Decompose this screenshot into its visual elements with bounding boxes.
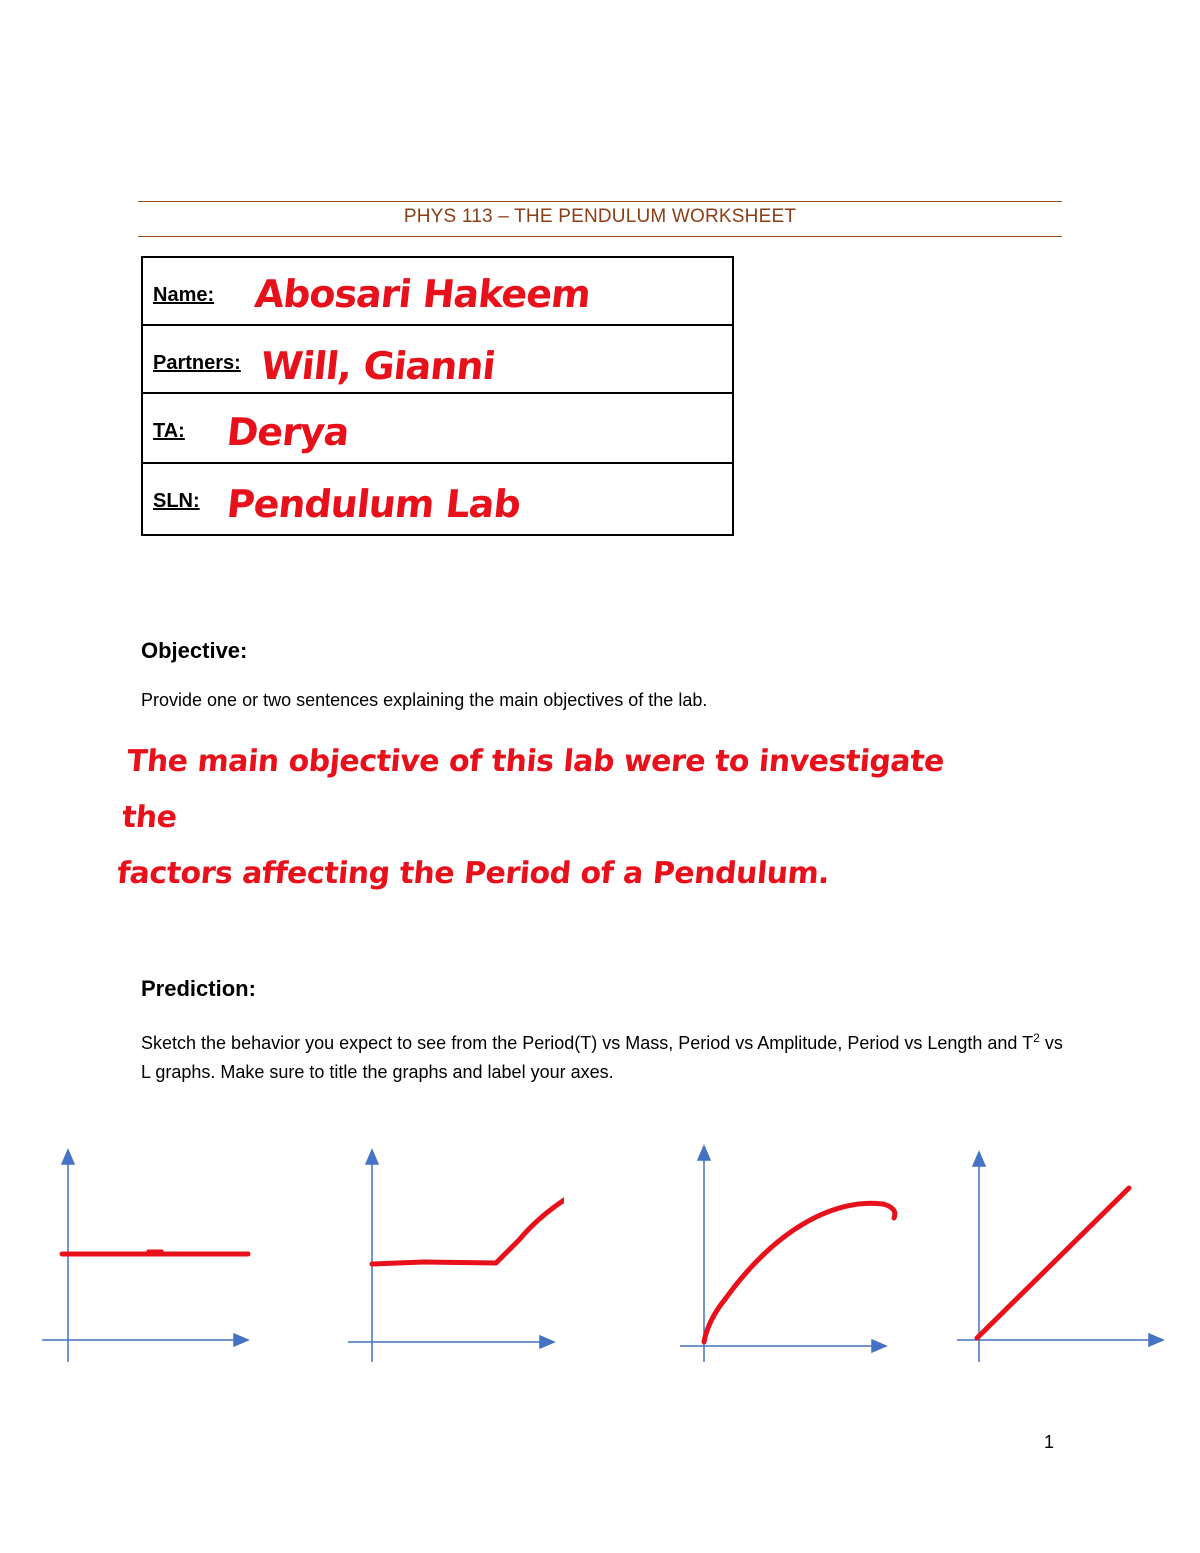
sketch-4-curve bbox=[977, 1188, 1129, 1338]
partners-label: Partners: bbox=[153, 352, 241, 374]
sketch-2-y-arrow-icon bbox=[366, 1150, 378, 1164]
sketch-1-x-arrow-icon bbox=[234, 1334, 248, 1346]
prediction-prompt-text: Sketch the behavior you expect to see from the Period(T) vs Mass, Period vs Amplitude, Period vs Length and T bbox=[141, 1033, 1034, 1053]
objective-prompt: Provide one or two sentences explaining the main objectives of the lab. bbox=[141, 690, 708, 710]
partners-handwritten-value: Will, Gianni bbox=[258, 344, 497, 388]
name-handwritten-value: Abosari Hakeem bbox=[252, 272, 593, 316]
name-label: Name: bbox=[153, 284, 215, 306]
sketch-period-vs-length bbox=[678, 1140, 898, 1370]
name-row bbox=[143, 258, 732, 326]
sketch-4-y-arrow-icon bbox=[973, 1152, 985, 1166]
ta-row bbox=[143, 394, 732, 464]
objective-answer-line-2: factors affecting the Period of a Pendulum. bbox=[115, 856, 831, 891]
sketch-3-x-arrow-icon bbox=[872, 1340, 886, 1352]
sketch-2-curve bbox=[372, 1188, 564, 1264]
sln-label: SLN: bbox=[153, 490, 200, 512]
sketch-4-x-arrow-icon bbox=[1149, 1334, 1163, 1346]
sketch-3-curve bbox=[704, 1203, 895, 1342]
ta-handwritten-value: Derya bbox=[224, 410, 351, 454]
sketch-2-x-arrow-icon bbox=[540, 1336, 554, 1348]
student-info-table bbox=[141, 256, 734, 536]
sketch-period-vs-mass bbox=[38, 1140, 258, 1370]
prediction-prompt-text-end: vs L graphs. Make sure to title the graphs and label your axes. bbox=[141, 1033, 1063, 1082]
sketch-1-y-arrow-icon bbox=[62, 1150, 74, 1164]
ta-label: TA: bbox=[153, 420, 185, 442]
sketch-period-vs-amplitude bbox=[344, 1140, 564, 1370]
partners-row bbox=[143, 326, 732, 394]
prediction-heading: Prediction: bbox=[141, 976, 256, 1001]
header-rule-bottom bbox=[138, 236, 1062, 237]
objective-answer-line-1: The main objective of this lab were to investigate the bbox=[120, 744, 946, 835]
sketch-t-squared-vs-length bbox=[955, 1140, 1175, 1370]
worksheet-title: PHYS 113 – THE PENDULUM WORKSHEET bbox=[403, 206, 797, 227]
sln-row bbox=[143, 464, 732, 534]
page-number: 1 bbox=[1044, 1432, 1055, 1452]
sln-handwritten-value: Pendulum Lab bbox=[224, 482, 523, 526]
header-rule-top bbox=[138, 201, 1062, 202]
prediction-prompt bbox=[141, 1024, 1071, 1087]
prediction-prompt-superscript: 2 bbox=[1033, 1031, 1040, 1045]
sketch-3-y-arrow-icon bbox=[698, 1146, 710, 1160]
objective-heading: Objective: bbox=[141, 638, 248, 663]
objective-handwritten-answer bbox=[115, 734, 970, 902]
